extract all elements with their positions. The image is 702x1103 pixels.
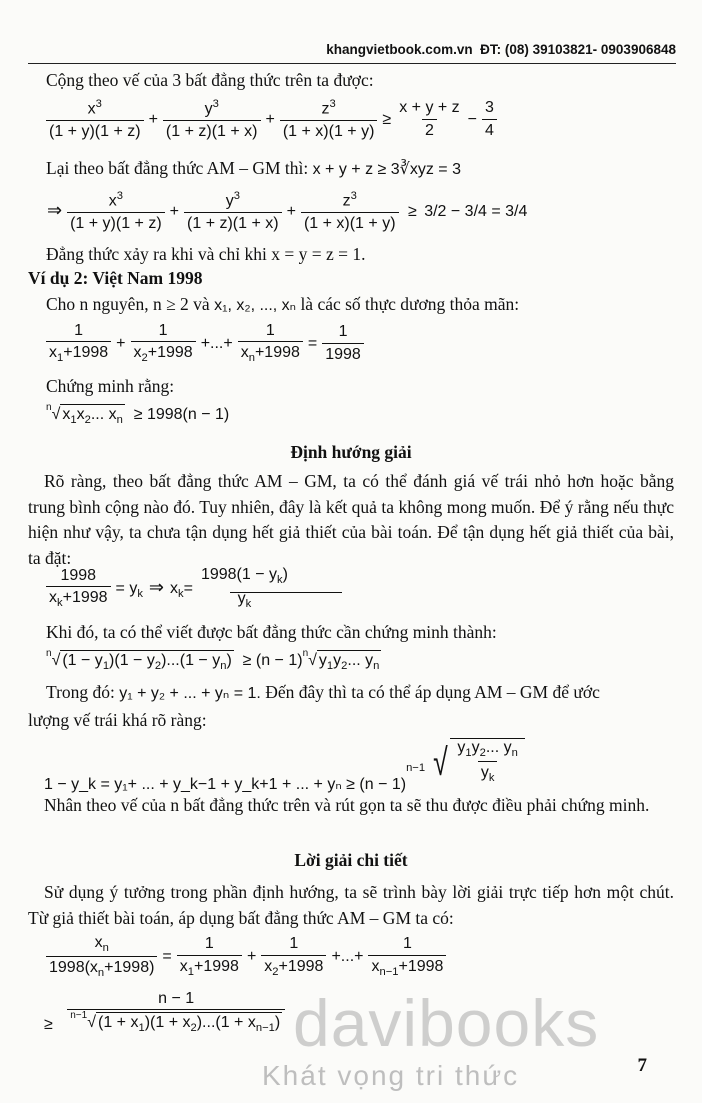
result-rhs: 3/2 − 3/4 = 3/4 xyxy=(424,202,528,220)
watermark-logo: davibooks xyxy=(293,986,600,1060)
formula-solution: $\frac{x_n}{1998(x_n+1998)}$ = $\frac{1}{x_1+1998}$ + $\frac{1}{x_2+1998}$ +...+ $\frac{1}{x_{n-1}+1998}$ xyxy=(44,934,448,980)
example-2-title: Ví dụ 2: Việt Nam 1998 xyxy=(28,268,203,288)
formula-target: $^n$√ $x_1x_2$... $x_n \ge 1998(n - 1)$ xyxy=(46,402,230,427)
rhs1-b-den: 4 xyxy=(482,119,497,140)
fraction-bar xyxy=(230,592,342,593)
section-orientation-title: Định hướng giải xyxy=(290,442,412,462)
text-estimate: lượng vế trái khá rõ ràng: xyxy=(28,710,207,730)
text-given-tail: là các số thực dương thỏa mãn: xyxy=(300,294,520,314)
text-given-head: Cho n nguyên, n ≥ 2 và xyxy=(46,294,210,314)
text-rewrite: Khi đó, ta có thể viết được bất đẳng thức cần chứng minh thành: xyxy=(46,622,497,642)
formula-condition: $\frac{1}{x_1+1998}$ + $\frac{1}{x_2+1998}$ +...+ $\frac{1}{x_n+1998}$ = $\frac{1}{1998}$ xyxy=(44,322,366,365)
text-given xyxy=(46,294,519,315)
subst-num: 1998 xyxy=(60,566,97,584)
rhs1-den: 2 xyxy=(422,119,437,140)
text-amgm-label: Lại theo bất đẳng thức AM – GM thì: xyxy=(46,158,309,178)
text-prove: Chứng minh rằng: xyxy=(46,376,175,396)
rhs1-num: x + y + z xyxy=(399,99,460,117)
header-phone: ĐT: (08) 39103821- 0903906848 xyxy=(480,42,676,57)
rhs1-b-num: 3 xyxy=(485,99,494,117)
text-where-label: Trong đó: xyxy=(46,682,115,702)
target-rhs: ≥ 1998(n − 1) xyxy=(133,406,230,423)
formula-sum-cubes: $\frac{x^3}{(1 + y)(1 + z)}$ + $\frac{y^3}{(1 + z)(1 + x)}$ + $\frac{z^3}{(1 + x)(1 + y)}$ ≥ $\frac{x + y + z}{2}$ − $\frac{3}{4}$ xyxy=(44,98,499,141)
section-solution-title: Lời giải chi tiết xyxy=(294,850,408,870)
text-where xyxy=(46,682,600,703)
text-equality: Đẳng thức xảy ra khi và chỉ khi x = y = z = 1. xyxy=(46,244,366,264)
page-header xyxy=(326,42,676,57)
text-amgm-intro xyxy=(46,158,461,179)
paragraph-solution: Sử dụng ý tưởng trong phần định hướng, ta sẽ trình bày lời giải trực tiếp hơn một chút. Từ giả thiết bài toán, áp dụng bất đẳng thức AM – GM ta có: xyxy=(28,882,674,928)
formula-rewritten: $^n$√ $(1 - y_1)(1 - y_2)...(1 - y_n) \ge (n - 1)^n√$ $y_1y_2$... $y_n$ xyxy=(46,648,380,673)
rewritten-rhs: ≥ (n − 1) xyxy=(242,652,303,669)
formula-sum-y: y₁ + y₂ + ... + yₙ = 1. xyxy=(119,685,261,702)
condition-rhs-den: 1998 xyxy=(322,343,364,364)
paragraph-orientation: Rõ ràng, theo bất đẳng thức AM – GM, ta có thể đánh giá vế trái nhỏ hơn hoặc bằng trung bình cộng nào đó. Tuy nhiên, đây là kết quả ta không mong muốn. Để ý rằng nếu thực hiện như vậy, ta chưa tận dụng hết giả thiết của bài toán. Để tận dụng hết giả thiết của bài, ta đặt: xyxy=(28,471,674,568)
formula-solution-bound: ≥ $\frac{n - 1}{^{n-1}√ (1 + x_1)(1 + x_2)...(1 + x_{n-1})}$ xyxy=(44,990,287,1036)
formula-amgm: x + y + z ≥ 3∛xyz = 3 xyxy=(312,161,461,178)
text-given-vars: x₁, x₂, ..., xₙ xyxy=(214,297,297,314)
formula-amgm-estimate: 1 − y_k = y₁+ ... + y_k−1 + y_k+1 + ... + $y_n \ge (n - 1)^{n-1}$ √ $\frac{y_1y_2... y_n}{y_k}$ xyxy=(44,738,525,788)
formula-result: ⇒ $\frac{x^3}{(1 + y)(1 + z)}$ + $\frac{y^3}{(1 + z)(1 + x)}$ + $\frac{z^3}{(1 + x)(1 + y)}$ ≥ 3/2 − 3/4 = 3/4 xyxy=(47,190,528,232)
header-site: khangvietbook.com.vn xyxy=(326,42,473,57)
text-sum-intro: Cộng theo vế của 3 bất đẳng thức trên ta được: xyxy=(46,70,374,90)
formula-substitution: $\frac{1998}{x_k+1998}$ = $y_k$ ⇒ $x_k=$ $1998(1 - y_k)$ $y_k$ xyxy=(44,566,293,611)
estimate-lhs: 1 − y_k = y₁+ ... + y_k−1 + y_k+1 + ... + yₙ ≥ (n − 1) xyxy=(44,776,407,793)
bound-num: n − 1 xyxy=(158,990,195,1007)
text-where-tail: Đến đây thì ta có thể áp dụng AM – GM để ước xyxy=(265,682,600,702)
header-rule xyxy=(28,63,676,64)
watermark-tagline: Khát vọng tri thức xyxy=(262,1060,520,1091)
paragraph-multiply: Nhân theo vế của n bất đẳng thức trên và rút gọn ta sẽ thu được điều phải chứng minh. xyxy=(44,795,650,815)
page-number: 7 xyxy=(637,1055,647,1076)
